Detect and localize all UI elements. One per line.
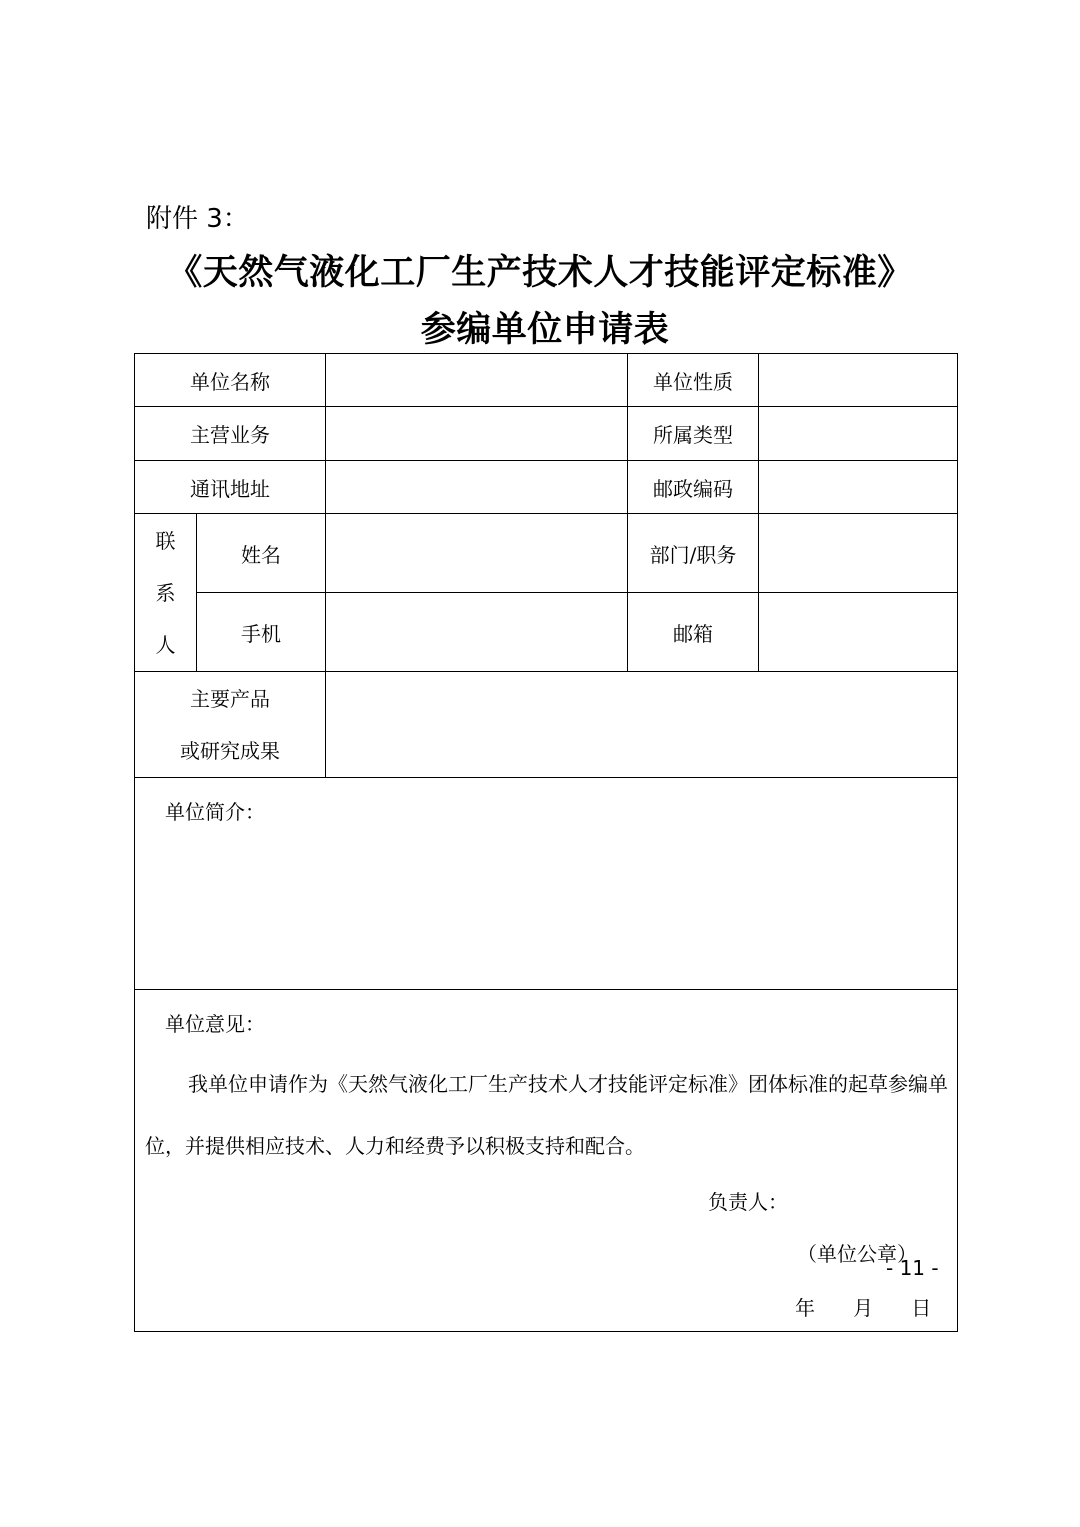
products-label-line-1: 主要产品 bbox=[190, 686, 270, 711]
signer-label: 负责人： bbox=[708, 1190, 788, 1214]
contact-name-label: 姓名 bbox=[197, 514, 326, 593]
page-number: - 11 - bbox=[886, 1256, 939, 1280]
attachment-label: 附件 3： bbox=[146, 204, 249, 234]
postcode-label: 邮政编码 bbox=[628, 461, 759, 514]
document-title: 《天然气液化工厂生产技术人才技能评定标准》 bbox=[167, 252, 913, 293]
contact-name-field[interactable] bbox=[326, 514, 628, 593]
contact-char-1: 联 bbox=[155, 528, 176, 553]
unit-name-field[interactable] bbox=[326, 354, 628, 407]
contact-char-2: 系 bbox=[155, 580, 176, 605]
table-row bbox=[135, 461, 958, 514]
table-row bbox=[135, 354, 958, 407]
mobile-field[interactable] bbox=[326, 593, 628, 672]
unit-nature-field[interactable] bbox=[759, 354, 958, 407]
table-row bbox=[135, 672, 958, 778]
department-label: 部门/职务 bbox=[628, 514, 759, 593]
products-label bbox=[135, 672, 326, 778]
unit-intro-label: 单位简介： bbox=[165, 800, 265, 824]
email-label: 邮箱 bbox=[628, 593, 759, 672]
date-label: 年 月 日 bbox=[795, 1296, 932, 1320]
address-label: 通讯地址 bbox=[135, 461, 326, 514]
products-field[interactable] bbox=[326, 672, 958, 778]
email-field[interactable] bbox=[759, 593, 958, 672]
main-business-label: 主营业务 bbox=[135, 407, 326, 461]
application-form-table bbox=[134, 353, 958, 1332]
unit-opinion-section bbox=[135, 990, 958, 1332]
opinion-statement: 我单位申请作为《天然气液化工厂生产技术人才技能评定标准》团体标准的起草参编单位，并提供相应技术、人力和经费予以积极支持和配合。 bbox=[145, 1072, 948, 1158]
unit-intro-field[interactable] bbox=[135, 778, 958, 990]
seal-label: （单位公章） bbox=[797, 1242, 917, 1266]
table-row bbox=[135, 407, 958, 461]
contact-person-label bbox=[135, 514, 197, 672]
table-row bbox=[135, 990, 958, 1332]
table-row bbox=[135, 593, 958, 672]
table-row bbox=[135, 514, 958, 593]
postcode-field[interactable] bbox=[759, 461, 958, 514]
products-label-line-2: 或研究成果 bbox=[180, 738, 280, 763]
category-label: 所属类型 bbox=[628, 407, 759, 461]
table-row bbox=[135, 778, 958, 990]
unit-opinion-label: 单位意见： bbox=[165, 1012, 265, 1036]
category-field[interactable] bbox=[759, 407, 958, 461]
contact-char-3: 人 bbox=[155, 632, 176, 657]
department-field[interactable] bbox=[759, 514, 958, 593]
main-business-field[interactable] bbox=[326, 407, 628, 461]
address-field[interactable] bbox=[326, 461, 628, 514]
mobile-label: 手机 bbox=[197, 593, 326, 672]
document-subtitle: 参编单位申请表 bbox=[420, 309, 670, 350]
unit-name-label: 单位名称 bbox=[135, 354, 326, 407]
unit-nature-label: 单位性质 bbox=[628, 354, 759, 407]
